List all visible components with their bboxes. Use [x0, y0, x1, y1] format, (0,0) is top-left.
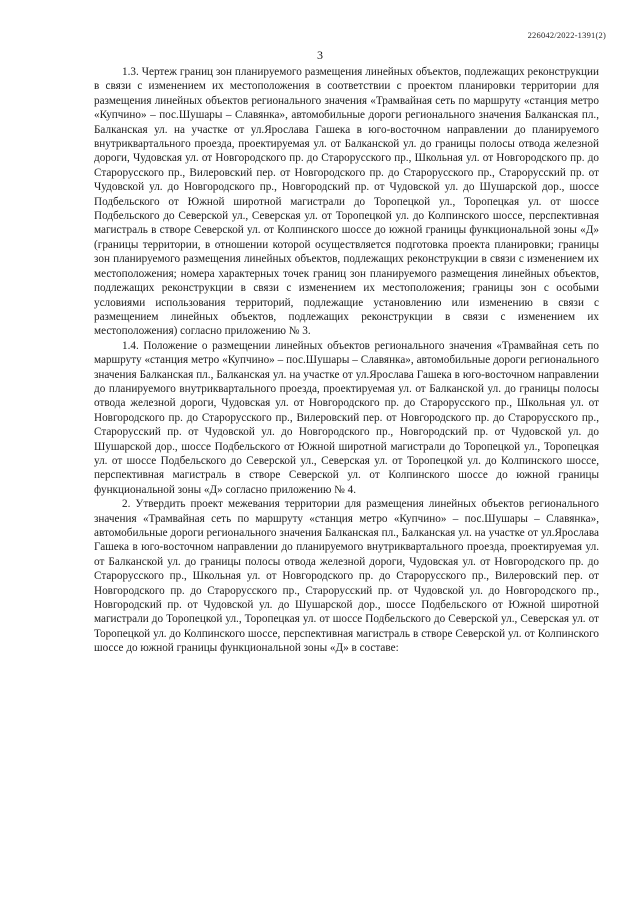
document-registration-number: 226042/2022-1391(2) — [527, 30, 606, 40]
paragraph-1-4: 1.4. Положение о размещении линейных объектов регионального значения «Трамвайная сеть по маршруту «станция метро «Купчино» – пос.Шушары – Славянка», автомобильные дороги регионального значения Балканская пл., Балканская ул. на участке от ул.Ярослава Гашека в юго-восточном направлении до планируемого внутриквартального проезда, проектируемая ул. от Балканской ул. до границы полосы отвода железной дороги, Чудовская ул. от Новгородского пр. до Старорусского пр., Школьная ул. от Новгородского пр. до Старорусского пр., Вилеровский пер. от Новгородского пр. до Старорусского пр., Старорусский пр. от Чудовской ул. до Новгородского пр., Новгородский пр. от Чудовской ул. до Шушарской дор., шоссе Подбельского от Южной широтной магистрали до Торопецкой ул., Торопецкая ул. от шоссе Подбельского до Северской ул., Северская ул. от Торопецкой ул. до Колпинского шоссе, перспективная магистраль в створе Северской ул. от Колпинского шоссе до южной границы функциональной зоны «Д» согласно приложению № 4. — [94, 339, 599, 496]
page-number: 3 — [317, 48, 323, 62]
document-body — [94, 65, 599, 656]
paragraph-1-3: 1.3. Чертеж границ зон планируемого размещения линейных объектов, подлежащих реконструкции в связи с изменением их местоположения в соответствии с проектом планировки территории для размещения линейных объектов регионального значения «Трамвайная сеть по маршруту «станция метро «Купчино» – пос.Шушары – Славянка», автомобильные дороги регионального значения Балканская пл., Балканская ул. на участке от ул.Ярослава Гашека в юго-восточном направлении до планируемого внутриквартального проезда, проектируемая ул. от Балканской ул. до границы полосы отвода железной дороги, Чудовская ул. от Новгородского пр. до Старорусского пр., Школьная ул. от Новгородского пр. до Старорусского пр., Вилеровский пер. от Новгородского пр. до Старорусского пр., Старорусский пр. от Чудовской ул. до Новгородского пр., Новгородский пр. от Чудовской ул. до Шушарской дор., шоссе Подбельского от Южной широтной магистрали до Торопецкой ул., Торопецкая ул. от шоссе Подбельского до Северской ул., Северская ул. от Торопецкой ул. до Колпинского шоссе, перспективная магистраль в створе Северской ул. от Колпинского шоссе до южной границы функциональной зоны «Д» (границы территории, в отношении которой осуществляется подготовка проекта планировки; границы зон планируемого размещения линейных объектов, подлежащих реконструкции в связи с изменением их местоположения; номера характерных точек границ зон планируемого размещения линейных объектов, подлежащих реконструкции в связи с изменением их местоположения; границы зон с особыми условиями использования территорий, подлежащие установлению или изменению в связи с размещением линейных объектов, подлежащих реконструкции в связи с изменением их местоположения) согласно приложению № 3. — [94, 66, 599, 338]
paragraph-2: 2. Утвердить проект межевания территории для размещения линейных объектов регионального значения «Трамвайная сеть по маршруту «станция метро «Купчино» – пос.Шушары – Славянка», автомобильные дороги регионального значения Балканская пл., Балканская ул. на участке от ул.Ярослава Гашека в юго-восточном направлении до планируемого внутриквартального проезда, проектируемая ул. от Балканской ул. до границы полосы отвода железной дороги, Чудовская ул. от Новгородского пр. до Старорусского пр., Школьная ул. от Новгородского пр. до Старорусского пр., Вилеровский пер. от Новгородского пр. до Старорусского пр., Старорусский пр. от Чудовской ул. до Новгородского пр., Новгородский пр. от Чудовской ул. до Шушарской дор., шоссе Подбельского от Южной широтной магистрали до Торопецкой ул., Торопецкая ул. от шоссе Подбельского до Северской ул., Северская ул. от Торопецкой ул. до Колпинского шоссе, перспективная магистраль в створе Северской ул. от Колпинского шоссе до южной границы функциональной зоны «Д» в составе: — [94, 498, 599, 655]
